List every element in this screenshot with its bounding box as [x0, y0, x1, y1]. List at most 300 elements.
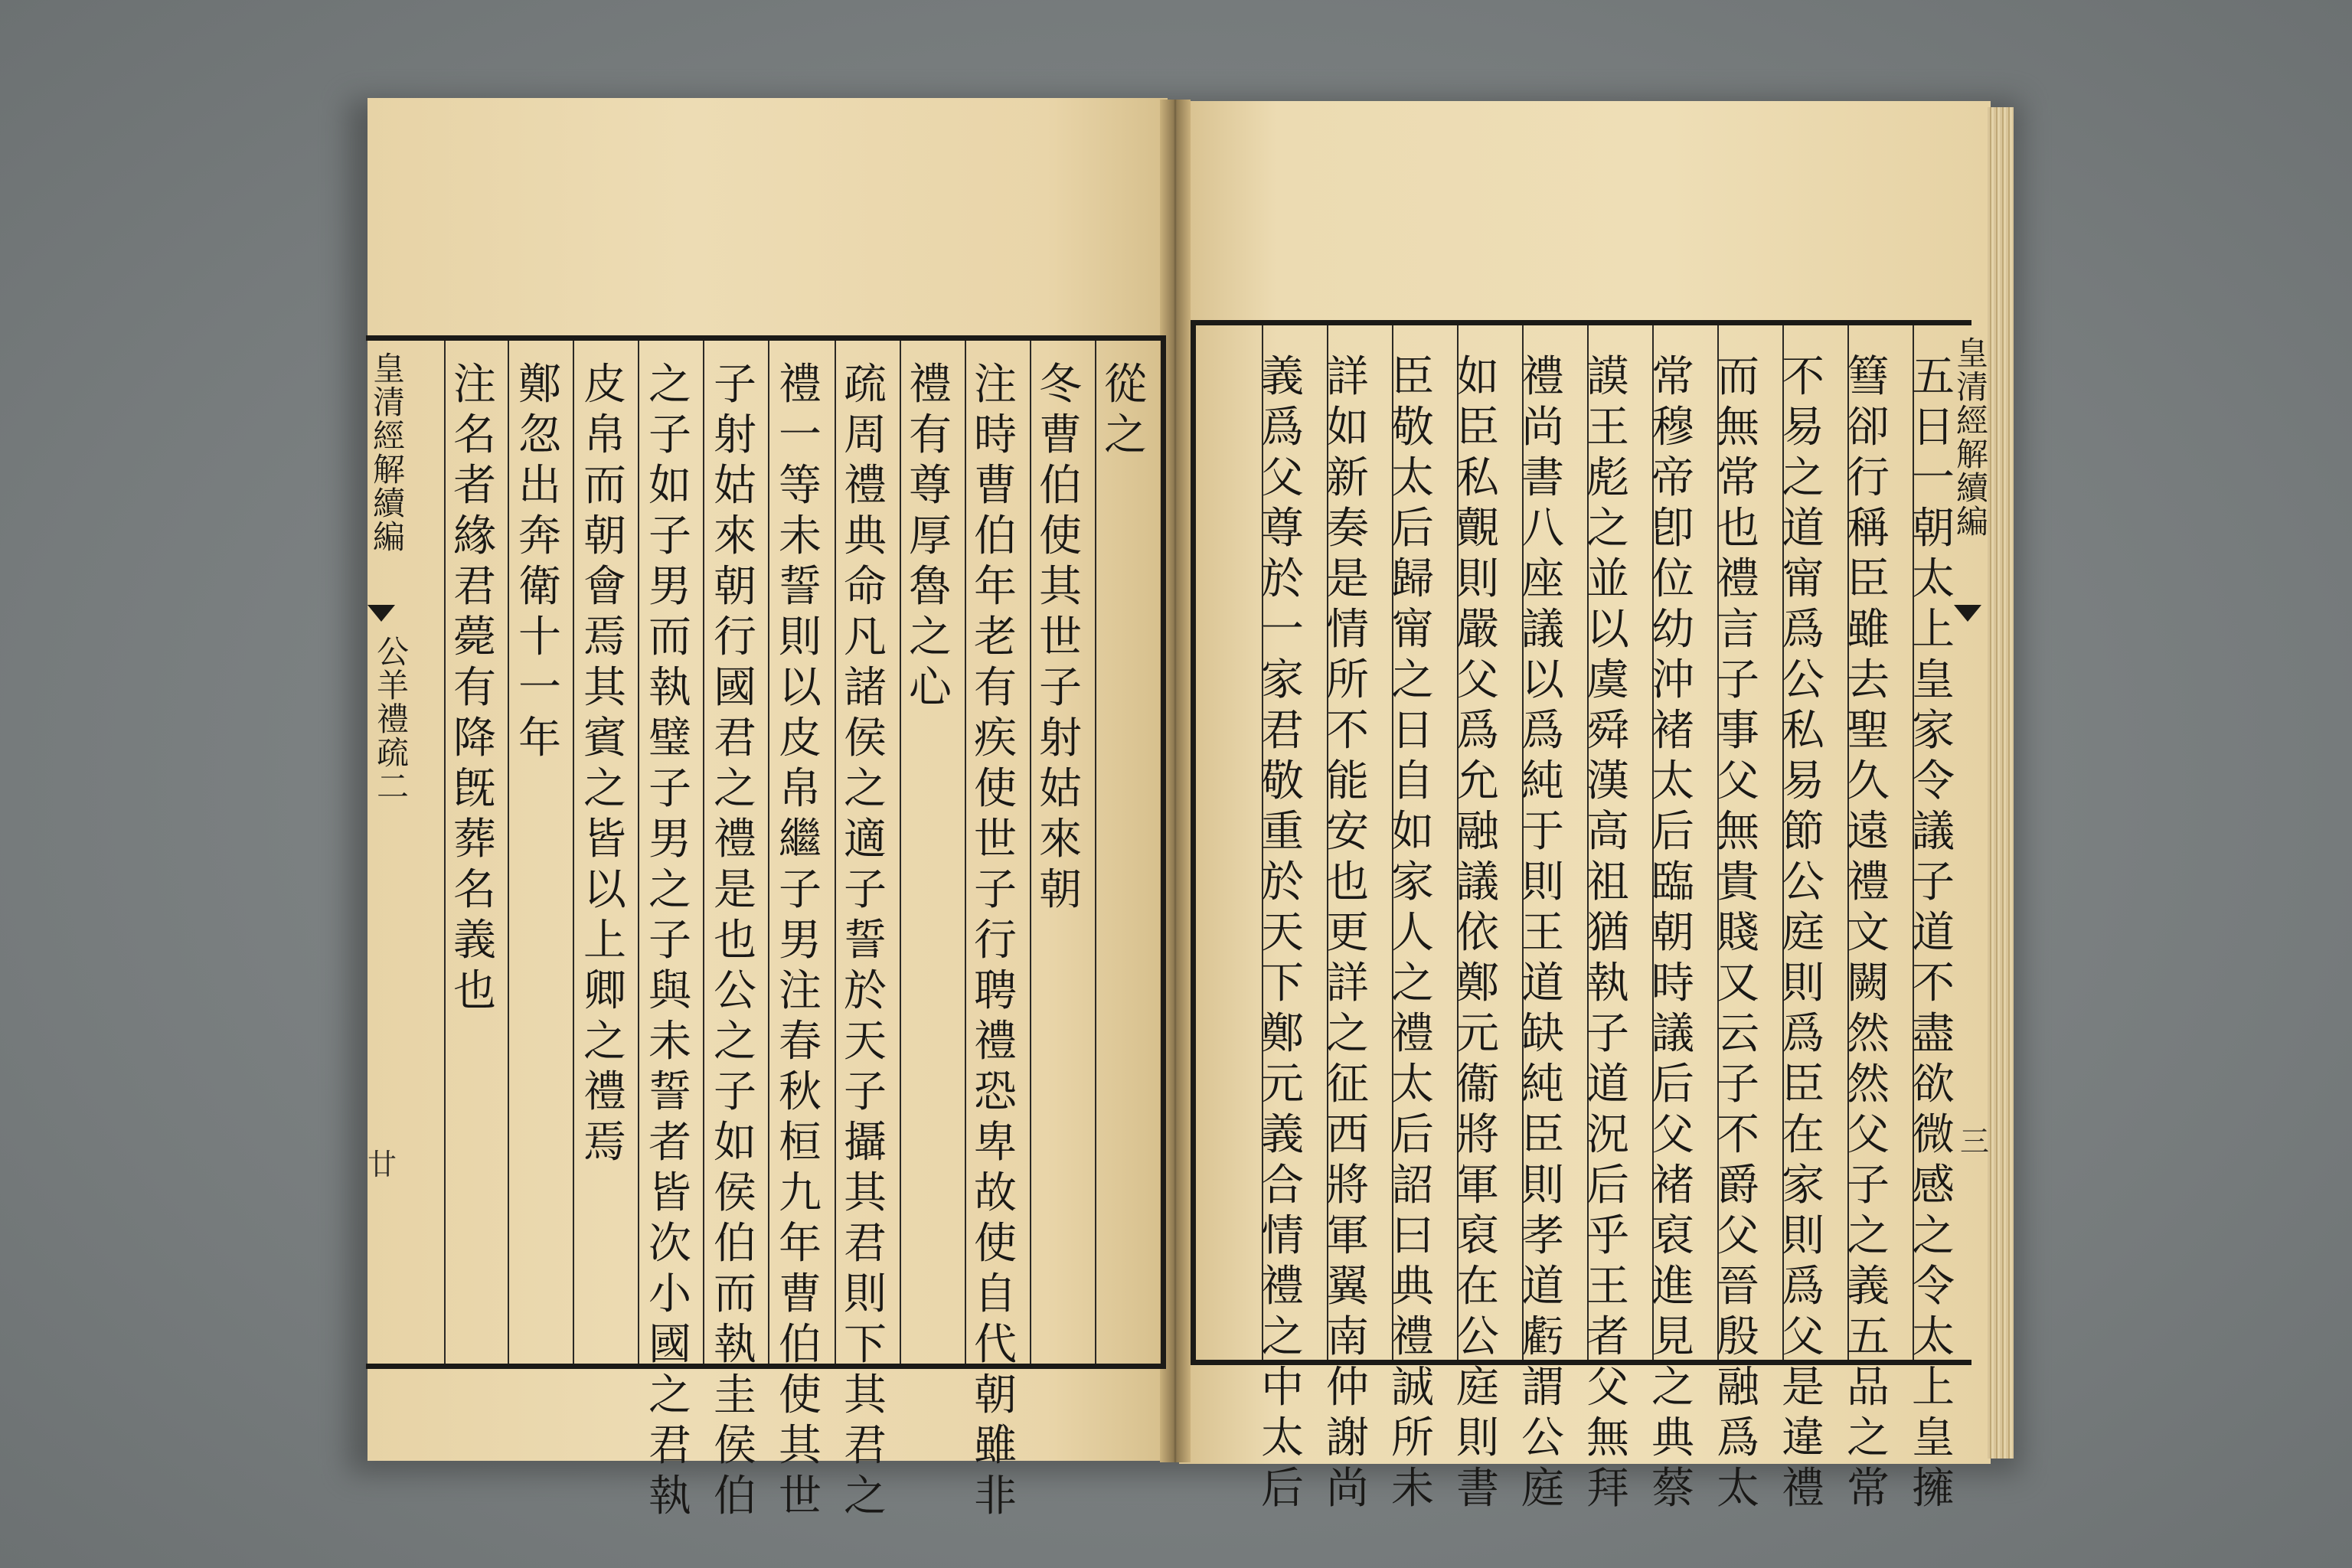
glyph: 議 — [1912, 807, 1955, 857]
glyph: 公 — [1521, 1413, 1564, 1463]
column-rule — [835, 341, 836, 1364]
text-column — [1581, 352, 1635, 1514]
column-rule — [508, 341, 509, 1364]
glyph: 如 — [1326, 403, 1369, 452]
glyph: 品 — [1847, 1363, 1890, 1413]
glyph: 之 — [648, 1370, 691, 1420]
glyph: 也 — [714, 916, 756, 965]
glyph: 幼 — [1651, 605, 1694, 655]
glyph: 朝 — [974, 1370, 1017, 1420]
glyph: 父 — [1586, 1363, 1629, 1413]
glyph: 子 — [648, 410, 691, 460]
glyph: 誠 — [1391, 1363, 1434, 1413]
glyph: 如 — [1391, 807, 1434, 857]
glyph: 聘 — [974, 966, 1017, 1016]
glyph: 旣 — [453, 764, 496, 814]
glyph: 子 — [1717, 1060, 1759, 1109]
glyph: 尚 — [1521, 403, 1564, 452]
glyph: 云 — [1717, 1009, 1759, 1059]
glyph: 皮 — [583, 360, 626, 410]
glyph: 國 — [714, 663, 756, 713]
text-column — [773, 360, 827, 1522]
glyph: 五 — [1912, 352, 1955, 402]
glyph: 誓 — [779, 562, 822, 612]
glyph: 后 — [1651, 807, 1694, 857]
text-column — [578, 360, 632, 1168]
glyph: 疾 — [974, 714, 1017, 763]
glyph: 璧 — [648, 714, 691, 763]
glyph: 使 — [974, 764, 1017, 814]
glyph: 子 — [779, 865, 822, 915]
glyph: 也 — [1717, 504, 1759, 554]
glyph: 皇 — [1912, 655, 1955, 705]
glyph: 則 — [1521, 1161, 1564, 1210]
glyph: 侯 — [714, 1421, 756, 1471]
spine-char: 公 — [376, 633, 409, 671]
glyph: 則 — [1521, 858, 1564, 907]
glyph: 后 — [1261, 1464, 1304, 1514]
spine-char: 解 — [372, 451, 405, 488]
glyph: 元 — [1261, 1060, 1304, 1109]
spine-char: 經 — [1955, 402, 1988, 439]
glyph: 行 — [974, 916, 1017, 965]
glyph: 常 — [1717, 453, 1759, 503]
glyph: 葬 — [453, 815, 496, 864]
glyph: 太 — [1912, 554, 1955, 604]
glyph: 衛 — [518, 562, 561, 612]
glyph: 伯 — [1039, 461, 1082, 511]
column-rule — [1095, 341, 1096, 1364]
glyph: 公 — [714, 966, 756, 1016]
glyph: 上 — [1912, 605, 1955, 655]
glyph: 禮 — [909, 360, 952, 410]
glyph: 議 — [1521, 605, 1564, 655]
glyph: 之 — [1912, 1211, 1955, 1261]
glyph: 自 — [1391, 756, 1434, 806]
glyph: 爲 — [1521, 706, 1564, 756]
glyph: 則 — [1456, 554, 1499, 604]
glyph: 五 — [1847, 1312, 1890, 1362]
glyph: 禮 — [1391, 1009, 1434, 1059]
glyph: 太 — [1651, 756, 1694, 806]
glyph: 能 — [1326, 756, 1369, 806]
glyph: 義 — [453, 916, 496, 965]
glyph: 恐 — [974, 1067, 1017, 1117]
text-column — [1516, 352, 1570, 1514]
glyph: 君 — [844, 1219, 887, 1269]
glyph: 令 — [1912, 756, 1955, 806]
glyph: 魯 — [909, 562, 952, 612]
glyph: 王 — [1521, 908, 1564, 958]
glyph: 日 — [1391, 706, 1434, 756]
glyph: 君 — [648, 1421, 691, 1471]
glyph: 情 — [1326, 605, 1369, 655]
glyph: 臣 — [1391, 352, 1434, 402]
glyph: 不 — [1912, 959, 1955, 1008]
spine-char: 續 — [372, 485, 405, 522]
glyph: 上 — [583, 916, 626, 965]
glyph: 西 — [1326, 1110, 1369, 1160]
glyph: 射 — [714, 410, 756, 460]
glyph: 爲 — [1717, 1413, 1759, 1463]
glyph: 之 — [844, 764, 887, 814]
glyph: 之 — [1391, 655, 1434, 705]
glyph: 忽 — [518, 410, 561, 460]
glyph: 則 — [1456, 1413, 1499, 1463]
glyph: 其 — [1039, 562, 1082, 612]
glyph: 令 — [1912, 1262, 1955, 1312]
glyph: 其 — [779, 1421, 822, 1471]
glyph: 孝 — [1521, 1211, 1564, 1261]
glyph: 禮 — [844, 461, 887, 511]
glyph: 重 — [1261, 807, 1304, 857]
glyph: 尊 — [1261, 504, 1304, 554]
glyph: 義 — [1261, 352, 1304, 402]
glyph: 私 — [1456, 453, 1499, 503]
glyph: 之 — [583, 764, 626, 814]
glyph: 時 — [1651, 959, 1694, 1008]
glyph: 家 — [1391, 858, 1434, 907]
glyph: 小 — [648, 1269, 691, 1319]
glyph: 君 — [1261, 706, 1304, 756]
glyph: 仲 — [1326, 1363, 1369, 1413]
glyph: 下 — [844, 1320, 887, 1370]
glyph: 所 — [1326, 655, 1369, 705]
glyph: 敬 — [1391, 403, 1434, 452]
spine-subtitle-text — [371, 635, 414, 804]
text-column — [903, 360, 957, 714]
glyph: 依 — [1456, 908, 1499, 958]
glyph: 褚 — [1651, 1161, 1694, 1210]
glyph: 謂 — [1521, 1363, 1564, 1413]
glyph: 太 — [1717, 1464, 1759, 1514]
glyph: 子 — [1039, 663, 1082, 713]
glyph: 遠 — [1847, 807, 1890, 857]
glyph: 從 — [1104, 360, 1147, 410]
glyph: 于 — [1521, 807, 1564, 857]
column-rule — [573, 341, 574, 1364]
glyph: 拜 — [1586, 1464, 1629, 1514]
glyph: 帝 — [1651, 453, 1694, 503]
glyph: 然 — [1847, 1060, 1890, 1109]
glyph: 八 — [1521, 504, 1564, 554]
glyph: 以 — [1586, 605, 1629, 655]
glyph: 去 — [1847, 655, 1890, 705]
glyph: 之 — [583, 1017, 626, 1067]
glyph: 時 — [974, 410, 1017, 460]
glyph: 曹 — [1039, 410, 1082, 460]
glyph: 朝 — [1912, 504, 1955, 554]
glyph: 常 — [1847, 1464, 1890, 1514]
glyph: 凡 — [844, 612, 887, 662]
glyph: 事 — [1717, 706, 1759, 756]
glyph: 義 — [1847, 1262, 1890, 1312]
glyph: 於 — [1261, 858, 1304, 907]
glyph: 臣 — [1456, 403, 1499, 452]
glyph: 微 — [1912, 1110, 1955, 1160]
glyph: 將 — [1456, 1110, 1499, 1160]
glyph: 虧 — [1521, 1312, 1564, 1362]
glyph: 年 — [518, 714, 561, 763]
glyph: 之 — [1104, 410, 1147, 460]
glyph: 殷 — [1717, 1312, 1759, 1362]
glyph: 皮 — [779, 714, 822, 763]
glyph: 融 — [1717, 1363, 1759, 1413]
glyph: 擁 — [1912, 1464, 1955, 1514]
glyph: 詳 — [1326, 352, 1369, 402]
glyph: 君 — [844, 1421, 887, 1471]
glyph: 太 — [1912, 1312, 1955, 1362]
glyph: 所 — [1391, 1413, 1434, 1463]
spine-char: 皇 — [372, 350, 405, 387]
glyph: 子 — [844, 1067, 887, 1117]
glyph: 禮 — [1847, 858, 1890, 907]
glyph: 春 — [779, 1017, 822, 1067]
glyph: 如 — [1456, 352, 1499, 402]
glyph: 天 — [844, 1017, 887, 1067]
glyph: 伯 — [714, 1472, 756, 1521]
glyph: 九 — [779, 1168, 822, 1218]
glyph: 義 — [1261, 1110, 1304, 1160]
glyph: 稱 — [1847, 504, 1890, 554]
glyph: 行 — [1847, 453, 1890, 503]
glyph: 嚴 — [1456, 605, 1499, 655]
glyph: 漢 — [1586, 756, 1629, 806]
glyph: 道 — [1586, 1060, 1629, 1109]
glyph: 裒 — [1456, 1211, 1499, 1261]
glyph: 來 — [1039, 815, 1082, 864]
glyph: 中 — [1261, 1363, 1304, 1413]
glyph: 爵 — [1717, 1161, 1759, 1210]
glyph: 禮 — [1261, 1262, 1304, 1312]
glyph: 並 — [1586, 554, 1629, 604]
glyph: 爲 — [1261, 403, 1304, 452]
glyph: 禮 — [974, 1017, 1017, 1067]
glyph: 南 — [1326, 1312, 1369, 1362]
glyph: 注 — [453, 360, 496, 410]
glyph: 父 — [1782, 1312, 1824, 1362]
glyph: 書 — [1456, 1464, 1499, 1514]
glyph: 而 — [583, 461, 626, 511]
glyph: 等 — [779, 461, 822, 511]
glyph: 曹 — [974, 461, 1017, 511]
glyph: 詳 — [1326, 959, 1369, 1008]
glyph: 公 — [1782, 655, 1824, 705]
glyph: 心 — [909, 663, 952, 713]
glyph: 純 — [1521, 756, 1564, 806]
glyph: 情 — [1261, 1211, 1304, 1261]
glyph: 朝 — [1651, 908, 1694, 958]
glyph: 則 — [844, 1269, 887, 1319]
glyph: 諸 — [844, 663, 887, 713]
right-page-number: 三 — [1960, 1125, 1990, 1158]
glyph: 臨 — [1651, 858, 1694, 907]
glyph: 臣 — [1521, 1110, 1564, 1160]
glyph: 道 — [1782, 504, 1824, 554]
glyph: 名 — [453, 865, 496, 915]
glyph: 雖 — [974, 1421, 1017, 1471]
glyph: 王 — [1586, 1262, 1629, 1312]
glyph: 合 — [1261, 1161, 1304, 1210]
glyph: 褚 — [1651, 706, 1694, 756]
glyph: 子 — [648, 764, 691, 814]
glyph: 家 — [1782, 1161, 1824, 1210]
glyph: 未 — [648, 1017, 691, 1067]
glyph: 典 — [844, 511, 887, 561]
glyph: 貴 — [1717, 858, 1759, 907]
glyph: 奏 — [1326, 504, 1369, 554]
glyph: 猶 — [1586, 908, 1629, 958]
spine-char: 羊 — [376, 667, 409, 704]
glyph: 冬 — [1039, 360, 1082, 410]
glyph: 名 — [453, 410, 496, 460]
glyph: 謨 — [1586, 352, 1629, 402]
glyph: 之 — [844, 1472, 887, 1521]
column-rule — [1030, 341, 1031, 1364]
glyph: 一 — [1912, 453, 1955, 503]
glyph: 侯 — [844, 714, 887, 763]
glyph: 進 — [1651, 1262, 1694, 1312]
glyph: 有 — [974, 663, 1017, 713]
glyph: 鄭 — [1456, 959, 1499, 1008]
glyph: 禮 — [1717, 554, 1759, 604]
glyph: 違 — [1782, 1413, 1824, 1463]
glyph: 之 — [1782, 453, 1824, 503]
glyph: 以 — [583, 865, 626, 915]
glyph: 其 — [844, 1370, 887, 1420]
glyph: 又 — [1717, 959, 1759, 1008]
glyph: 次 — [648, 1219, 691, 1269]
glyph: 於 — [1261, 554, 1304, 604]
glyph: 無 — [1717, 807, 1759, 857]
column-rule — [638, 341, 639, 1364]
glyph: 彪 — [1586, 453, 1629, 503]
glyph: 尊 — [909, 461, 952, 511]
glyph: 元 — [1456, 1009, 1499, 1059]
glyph: 朝 — [1039, 865, 1082, 915]
glyph: 裒 — [1651, 1211, 1694, 1261]
glyph: 況 — [1586, 1110, 1629, 1160]
glyph: 臣 — [1847, 554, 1890, 604]
glyph: 曹 — [779, 1269, 822, 1319]
glyph: 子 — [1717, 655, 1759, 705]
glyph: 道 — [1912, 908, 1955, 958]
glyph: 虞 — [1586, 655, 1629, 705]
glyph: 雖 — [1847, 605, 1890, 655]
glyph: 出 — [518, 461, 561, 511]
glyph: 文 — [1847, 908, 1890, 958]
glyph: 侯 — [714, 1168, 756, 1218]
glyph: 以 — [779, 663, 822, 713]
glyph: 如 — [714, 1118, 756, 1168]
glyph: 子 — [714, 360, 756, 410]
glyph: 太 — [1261, 1413, 1304, 1463]
glyph: 朝 — [714, 562, 756, 612]
glyph: 家 — [1912, 706, 1955, 756]
glyph: 與 — [648, 966, 691, 1016]
glyph: 其 — [583, 663, 626, 713]
glyph: 之 — [714, 1017, 756, 1067]
glyph: 世 — [974, 815, 1017, 864]
glyph: 無 — [1586, 1413, 1629, 1463]
spine-char: 二 — [376, 768, 409, 805]
text-column — [1386, 352, 1439, 1514]
text-column — [1034, 360, 1087, 916]
column-rule — [900, 341, 901, 1364]
glyph: 是 — [714, 865, 756, 915]
glyph: 而 — [1717, 352, 1759, 402]
glyph: 庭 — [1782, 908, 1824, 958]
glyph: 年 — [779, 1219, 822, 1269]
glyph: 安 — [1326, 807, 1369, 857]
text-column — [1841, 352, 1895, 1514]
glyph: 代 — [974, 1320, 1017, 1370]
text-column — [1776, 352, 1830, 1514]
glyph: 帛 — [583, 410, 626, 460]
glyph: 甯 — [1391, 605, 1434, 655]
glyph: 在 — [1782, 1110, 1824, 1160]
glyph: 道 — [1521, 959, 1564, 1008]
text-column — [1711, 352, 1765, 1514]
glyph: 之 — [648, 360, 691, 410]
glyph: 十 — [518, 612, 561, 662]
column-rule — [965, 341, 966, 1364]
glyph: 注 — [779, 966, 822, 1016]
glyph: 適 — [844, 815, 887, 864]
glyph: 則 — [1782, 1211, 1824, 1261]
glyph: 天 — [1261, 908, 1304, 958]
glyph: 也 — [453, 966, 496, 1016]
glyph: 之 — [1261, 1312, 1304, 1362]
glyph: 議 — [1456, 858, 1499, 907]
glyph: 注 — [974, 360, 1017, 410]
fishtail-mark — [368, 605, 395, 622]
left-page-number: 廿 — [368, 1148, 397, 1181]
glyph: 父 — [1456, 655, 1499, 705]
glyph: 者 — [453, 461, 496, 511]
glyph: 行 — [714, 612, 756, 662]
spine-char: 經 — [372, 417, 405, 455]
glyph: 不 — [1717, 1110, 1759, 1160]
glyph: 之 — [648, 865, 691, 915]
glyph: 焉 — [583, 1118, 626, 1168]
glyph: 未 — [1391, 1464, 1434, 1514]
glyph: 者 — [1586, 1312, 1629, 1362]
glyph: 伯 — [714, 1219, 756, 1269]
glyph: 誓 — [648, 1067, 691, 1117]
glyph: 之 — [1847, 1211, 1890, 1261]
glyph: 盡 — [1912, 1009, 1955, 1059]
glyph: 久 — [1847, 756, 1890, 806]
glyph: 禮 — [1391, 1312, 1434, 1362]
glyph: 也 — [1326, 858, 1369, 907]
glyph: 易 — [1782, 756, 1824, 806]
glyph: 庭 — [1456, 1363, 1499, 1413]
glyph: 后 — [1651, 1060, 1694, 1109]
glyph: 禮 — [583, 1067, 626, 1117]
glyph: 來 — [714, 511, 756, 561]
glyph: 一 — [518, 663, 561, 713]
text-column — [513, 360, 567, 764]
glyph: 射 — [1039, 714, 1082, 763]
glyph: 一 — [1261, 605, 1304, 655]
glyph: 父 — [1261, 453, 1304, 503]
glyph: 則 — [779, 612, 822, 662]
glyph: 父 — [1717, 1211, 1759, 1261]
glyph: 有 — [909, 410, 952, 460]
glyph: 王 — [1586, 403, 1629, 452]
glyph: 議 — [1651, 1009, 1694, 1059]
